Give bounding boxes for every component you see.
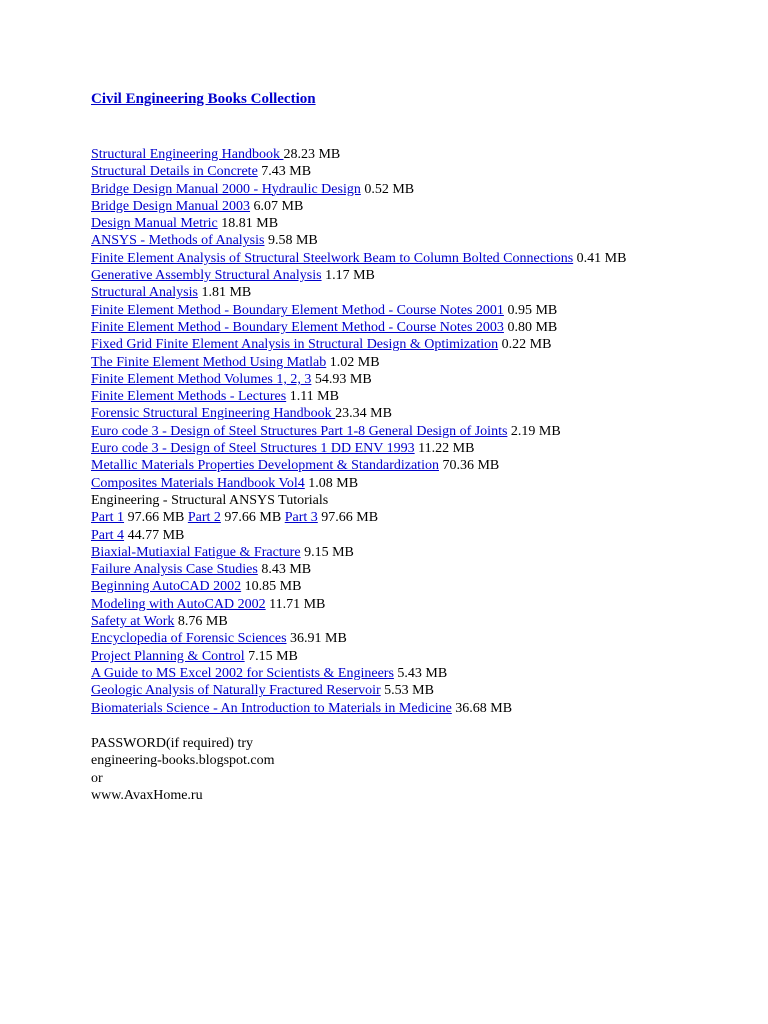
book-link[interactable]: Euro code 3 - Design of Steel Structures Part 1-8 General Design of Joints: [91, 423, 508, 439]
book-row: [91, 371, 761, 388]
file-size: 6.07 MB: [250, 198, 304, 214]
book-row: [91, 302, 761, 319]
book-link[interactable]: ANSYS - Methods of Analysis: [91, 233, 265, 249]
book-row: [91, 284, 761, 301]
parts-row: [91, 527, 761, 544]
file-size: 1.02 MB: [326, 354, 380, 370]
file-size: 5.53 MB: [380, 683, 434, 699]
file-size: 0.80 MB: [503, 319, 558, 335]
file-size: 97.66 MB: [220, 510, 285, 526]
file-size: 5.43 MB: [393, 665, 448, 681]
file-size: 8.76 MB: [174, 614, 228, 630]
book-link[interactable]: Finite Element Method - Boundary Element Method - Course Notes 2001: [91, 302, 504, 318]
file-size: 36.91 MB: [286, 631, 347, 647]
book-row: [91, 613, 761, 630]
book-link[interactable]: Biaxial-Mutiaxial Fatigue & Fracture: [91, 544, 301, 560]
file-size: 54.93 MB: [311, 371, 372, 387]
books-block-2: [91, 544, 761, 717]
book-row: [91, 440, 761, 457]
book-row: [91, 596, 761, 613]
book-link[interactable]: A Guide to MS Excel 2002 for Scientists & Engineers: [91, 665, 394, 681]
ansys-heading: Engineering - Structural ANSYS Tutorials: [91, 492, 329, 508]
book-row: [91, 682, 761, 699]
file-size: 9.15 MB: [300, 544, 354, 560]
book-link[interactable]: Finite Element Method Volumes 1, 2, 3: [91, 371, 312, 387]
file-size: 70.36 MB: [438, 458, 500, 474]
part-link[interactable]: Part 1: [91, 510, 125, 526]
password-line: PASSWORD(if required) try: [91, 736, 254, 751]
password-or: or: [91, 770, 103, 786]
part-link[interactable]: Part 3: [284, 510, 318, 526]
part-link[interactable]: Part 2: [187, 510, 221, 526]
book-row: [91, 630, 761, 647]
book-row: [91, 181, 761, 198]
file-size: 7.43 MB: [257, 164, 312, 180]
file-size: 36.68 MB: [451, 700, 513, 716]
file-size: 44.77 MB: [124, 527, 185, 543]
file-size: 11.22 MB: [414, 441, 475, 457]
book-link[interactable]: Safety at Work: [91, 614, 175, 630]
book-link[interactable]: Forensic Structural Engineering Handbook: [91, 406, 336, 422]
book-row: [91, 319, 761, 336]
parts-row: [91, 509, 761, 526]
book-row: [91, 578, 761, 595]
file-size: 11.71 MB: [265, 596, 326, 612]
file-size: 97.66 MB: [317, 510, 379, 526]
book-row: [91, 232, 761, 249]
book-row: [91, 146, 761, 163]
file-size: 7.15 MB: [244, 648, 298, 664]
book-link[interactable]: Euro code 3 - Design of Steel Structures 1 DD ENV 1993: [91, 441, 415, 457]
password-note: [91, 735, 275, 804]
book-link[interactable]: Failure Analysis Case Studies: [91, 562, 258, 578]
book-link[interactable]: Generative Assembly Structural Analysis: [91, 268, 322, 284]
book-link[interactable]: Structural Details in Concrete: [91, 164, 258, 180]
book-row: [91, 700, 761, 717]
book-row: [91, 198, 761, 215]
file-size: 0.22 MB: [498, 337, 552, 353]
book-link[interactable]: Bridge Design Manual 2000 - Hydraulic Design: [91, 181, 361, 197]
book-row: [91, 405, 761, 422]
book-link[interactable]: Project Planning & Control: [91, 648, 245, 664]
file-size: 8.43 MB: [257, 562, 312, 578]
book-link[interactable]: Finite Element Analysis of Structural Steelwork Beam to Column Bolted Connections: [91, 250, 574, 266]
book-link[interactable]: Finite Element Methods - Lectures: [91, 389, 287, 405]
password-site-1: engineering-books.blogspot.com: [91, 753, 275, 769]
book-link[interactable]: Biomaterials Science - An Introduction to Materials in Medicine: [91, 700, 452, 716]
book-link[interactable]: Structural Engineering Handbook: [91, 147, 284, 162]
book-link[interactable]: Metallic Materials Properties Development & Standardization: [91, 458, 439, 474]
book-link[interactable]: Finite Element Method - Boundary Element Method - Course Notes 2003: [91, 319, 504, 335]
book-row: [91, 354, 761, 371]
book-link[interactable]: Design Manual Metric: [91, 216, 218, 232]
file-size: 0.41 MB: [573, 250, 627, 266]
file-size: 0.95 MB: [503, 302, 558, 318]
file-size: 97.66 MB: [124, 510, 188, 526]
page-title-link[interactable]: Civil Engineering Books Collection: [91, 91, 316, 107]
book-row: [91, 388, 761, 405]
book-row: [91, 336, 761, 353]
file-size: 9.58 MB: [264, 233, 318, 249]
file-size: 1.08 MB: [304, 475, 359, 491]
book-link[interactable]: Geologic Analysis of Naturally Fractured Reservoir: [91, 683, 381, 699]
file-size: 28.23 MB: [283, 147, 341, 162]
book-link[interactable]: Composites Materials Handbook Vol4: [91, 475, 305, 491]
book-row: [91, 665, 761, 682]
book-list: [91, 146, 761, 717]
book-link[interactable]: Structural Analysis: [91, 285, 198, 301]
file-size: 18.81 MB: [217, 216, 279, 232]
book-link[interactable]: Encyclopedia of Forensic Sciences: [91, 631, 287, 647]
book-link[interactable]: Modeling with AutoCAD 2002: [91, 596, 266, 612]
book-row: [91, 561, 761, 578]
book-row: [91, 457, 761, 474]
book-row: [91, 648, 761, 665]
book-link[interactable]: Beginning AutoCAD 2002: [91, 579, 242, 595]
file-size: 0.52 MB: [360, 181, 415, 197]
book-link[interactable]: Bridge Design Manual 2003: [91, 198, 251, 214]
file-size: 2.19 MB: [507, 423, 561, 439]
book-row: [91, 544, 761, 561]
book-row: [91, 423, 761, 440]
file-size: 1.17 MB: [321, 268, 375, 284]
book-link[interactable]: Fixed Grid Finite Element Analysis in Structural Design & Optimization: [91, 337, 499, 353]
book-row: [91, 475, 761, 492]
file-size: 23.34 MB: [335, 406, 392, 422]
file-size: 1.81 MB: [197, 285, 252, 301]
book-row: [91, 215, 761, 232]
part-link[interactable]: Part 4: [91, 527, 125, 543]
book-row: [91, 250, 761, 267]
book-row: [91, 163, 761, 180]
book-row: [91, 267, 761, 284]
file-size: 10.85 MB: [241, 579, 302, 595]
book-link[interactable]: The Finite Element Method Using Matlab: [91, 354, 327, 370]
password-site-2: www.AvaxHome.ru: [91, 787, 203, 803]
file-size: 1.11 MB: [286, 389, 339, 405]
books-block: [91, 146, 761, 492]
